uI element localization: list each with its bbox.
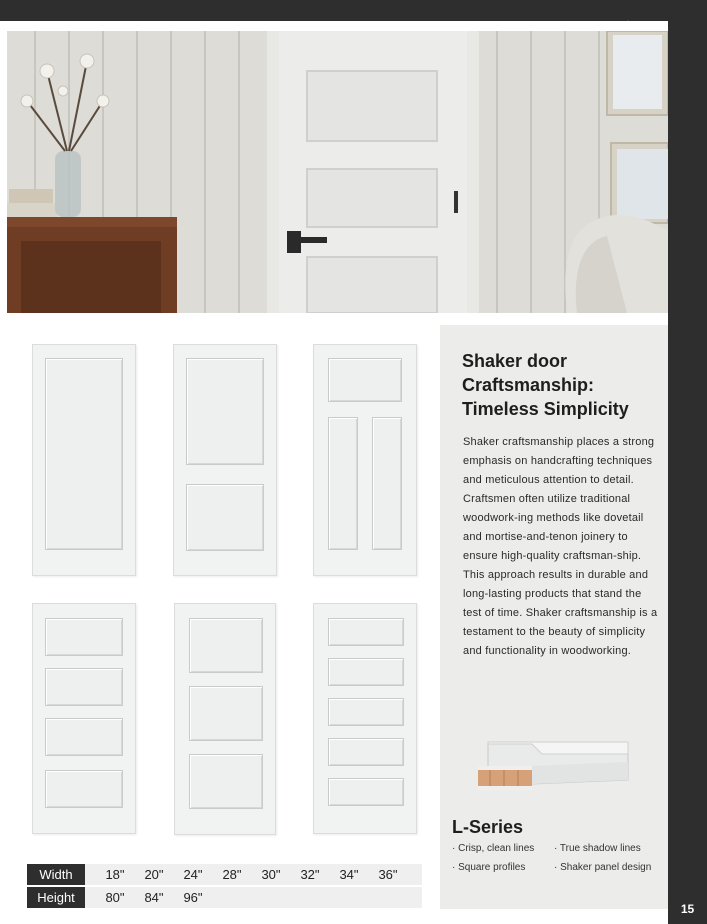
door-panel bbox=[189, 686, 263, 741]
door-panel bbox=[328, 738, 404, 766]
top-bar bbox=[0, 0, 668, 21]
door-panel bbox=[45, 718, 123, 756]
width-label: Width bbox=[27, 864, 85, 885]
height-row bbox=[27, 887, 422, 908]
door-panel bbox=[328, 618, 404, 646]
door-panel bbox=[328, 778, 404, 806]
width-row bbox=[27, 864, 422, 885]
door-panel bbox=[328, 698, 404, 726]
door-panel bbox=[45, 618, 123, 656]
width-value: 18" bbox=[105, 867, 125, 882]
door-3-panel bbox=[174, 603, 276, 835]
door-panel bbox=[328, 417, 358, 550]
door-4-panel bbox=[32, 603, 136, 834]
width-value: 36" bbox=[378, 867, 398, 882]
door-panel bbox=[45, 668, 123, 706]
width-value: 28" bbox=[222, 867, 242, 882]
door-1-panel bbox=[32, 344, 136, 576]
width-value: 32" bbox=[300, 867, 320, 882]
door-profile-illustration bbox=[470, 722, 638, 800]
door-3-panel-cross bbox=[313, 344, 417, 576]
info-title-line: Craftsmanship: bbox=[462, 375, 595, 395]
door-panel bbox=[372, 417, 402, 550]
info-body: Shaker craftsmanship places a strong emphasis on handcrafting techniques and meticulous attention to detail. Craftsmen often utilize traditional woodwork-ing methods like dovetail and mortise-and-tenon joinery to ensure high-quality craftsman-ship. This approach results in durable and long-lasting products that stand the test of time. Shaker craftsmanship is a testament to the beauty of simplicity and functionality in woodworking. bbox=[463, 436, 658, 657]
info-title bbox=[462, 349, 662, 421]
door-panel bbox=[186, 358, 264, 465]
info-title-line: Timeless Simplicity bbox=[462, 399, 629, 419]
door-panel bbox=[328, 358, 402, 402]
door-panel bbox=[189, 618, 263, 673]
door-panel bbox=[186, 484, 264, 551]
height-value: 96" bbox=[183, 890, 203, 905]
door-panel bbox=[328, 658, 404, 686]
side-bar bbox=[668, 0, 707, 924]
door-5-panel bbox=[313, 603, 417, 834]
height-value: 80" bbox=[105, 890, 125, 905]
feature-item: · Crisp, clean lines bbox=[452, 843, 535, 854]
door-2-panel bbox=[173, 344, 277, 576]
feature-item: · True shadow lines bbox=[554, 843, 641, 854]
height-label: Height bbox=[27, 887, 85, 908]
feature-item: · Shaker panel design bbox=[554, 862, 652, 873]
height-value: 84" bbox=[144, 890, 164, 905]
door-panel bbox=[45, 358, 123, 550]
width-value: 34" bbox=[339, 867, 359, 882]
door-panel bbox=[45, 770, 123, 808]
series-title: L-Series bbox=[452, 817, 524, 837]
width-value: 20" bbox=[144, 867, 164, 882]
door-panel bbox=[189, 754, 263, 809]
feature-item: · Square profiles bbox=[452, 862, 526, 873]
page-number: 15 bbox=[680, 902, 695, 916]
hero-photo bbox=[7, 31, 668, 313]
info-title-line: Shaker door bbox=[462, 351, 568, 371]
width-value: 24" bbox=[183, 867, 203, 882]
width-value: 30" bbox=[261, 867, 281, 882]
